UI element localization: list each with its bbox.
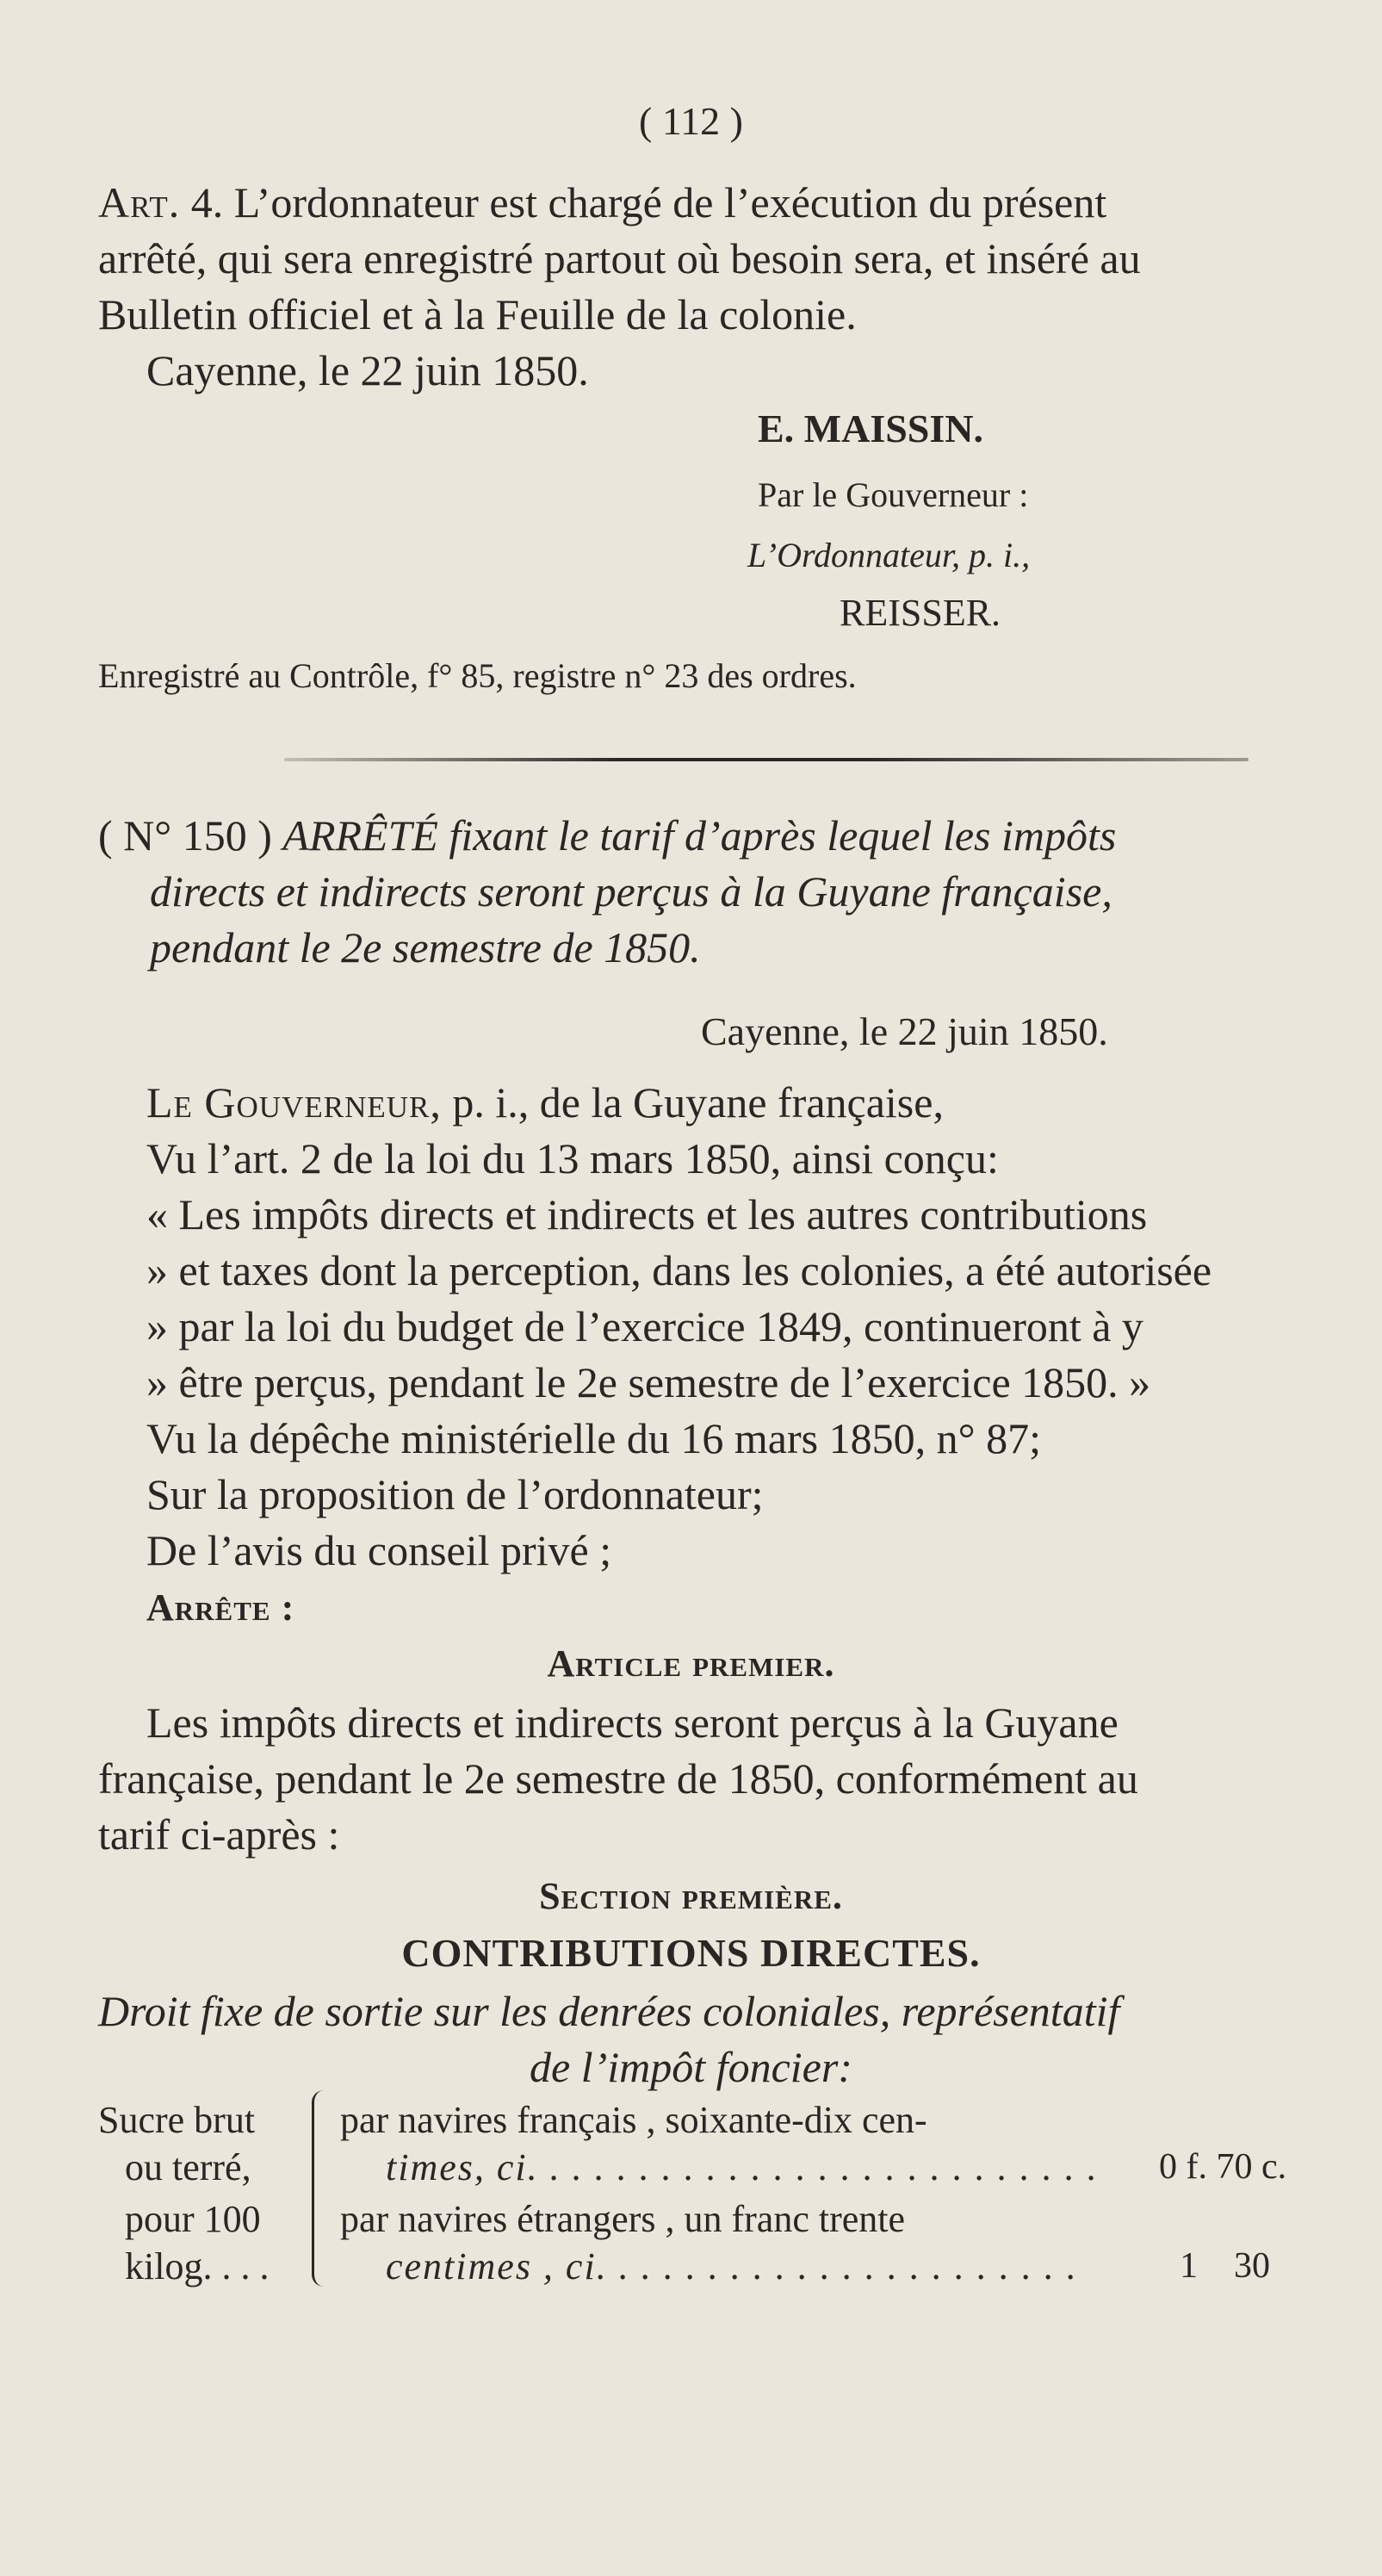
row2-value: 1 30 xyxy=(1180,2246,1270,2286)
decree-place-date: Cayenne, le 22 juin 1850. xyxy=(701,1009,1108,1053)
decree-title-line-3: pendant le 2e semestre de 1850. xyxy=(150,923,701,971)
product-line-3: pour 100 xyxy=(125,2198,261,2240)
row2-line-1: par navires étrangers , un franc trente xyxy=(340,2198,906,2240)
article-premier-heading: Article premier. xyxy=(547,1642,835,1685)
article1-line-3: tarif ci-après : xyxy=(98,1810,340,1859)
ordonnateur: L’Ordonnateur, p. i., xyxy=(747,536,1031,574)
quote-line-1: « Les impôts directs et indirects et les autres contributions xyxy=(146,1190,1148,1238)
droit-fixe-line-1: Droit fixe de sortie sur les denrées coloniales, représentatif xyxy=(98,1987,1120,2035)
article1-line-2: française, pendant le 2e semestre de 1850, conformément au xyxy=(98,1754,1138,1803)
droit-fixe-line-2: de l’impôt foncier: xyxy=(530,2043,852,2091)
decree-title-line-2: directs et indirects seront perçus à la Guyane française, xyxy=(150,867,1112,916)
table-brace xyxy=(312,2090,330,2287)
signatory: E. MAISSIN. xyxy=(758,407,984,450)
row1-line-1: par navires français , soixante-dix cen- xyxy=(340,2099,927,2141)
art4-line-3: Bulletin officiel et à la Feuille de la colonie. xyxy=(98,290,857,338)
row1-line-2: times, ci. . . . . . . . . . . . . . . . . . . . . . . . . . xyxy=(386,2146,1099,2188)
art4-line-1 xyxy=(98,178,1107,227)
product-line-4: kilog. . . . xyxy=(125,2245,270,2287)
gouverneur-rest: p. i., de la Guyane française, xyxy=(452,1078,944,1127)
arrete-heading: Arrête : xyxy=(146,1586,295,1629)
article1-line-1: Les impôts directs et indirects seront perçus à la Guyane xyxy=(146,1698,1119,1747)
sur-proposition: Sur la proposition de l’ordonnateur; xyxy=(146,1470,764,1518)
product-line-1: Sucre brut xyxy=(98,2099,256,2141)
registry-note: Enregistré au Contrôle, f° 85, registre n° 23 des ordres. xyxy=(98,656,857,695)
art4-label: Art. xyxy=(98,178,181,227)
avis-conseil: De l’avis du conseil privé ; xyxy=(146,1526,612,1574)
row1-value: 0 f. 70 c. xyxy=(1159,2147,1287,2187)
vu-art: Vu l’art. 2 de la loi du 13 mars 1850, ainsi conçu: xyxy=(146,1134,999,1182)
contributions-directes-heading: CONTRIBUTIONS DIRECTES. xyxy=(401,1931,981,1975)
quote-line-2: » et taxes dont la perception, dans les colonies, a été autorisée xyxy=(146,1246,1212,1294)
art4-text-1: 4. L’ordonnateur est chargé de l’exécution du présent xyxy=(190,178,1107,227)
section-heading: Section première. xyxy=(539,1875,843,1917)
par-le-gouverneur: Par le Gouverneur : xyxy=(758,475,1029,514)
quote-line-3: » par la loi du budget de l’exercice 1849, continueront à y xyxy=(146,1302,1143,1350)
row2-line-2: centimes , ci. . . . . . . . . . . . . . . . . . . . . . xyxy=(386,2245,1078,2287)
closing-place-date: Cayenne, le 22 juin 1850. xyxy=(146,346,589,394)
quote-line-4: » être perçus, pendant le 2e semestre de l’exercice 1850. » xyxy=(146,1358,1151,1406)
art4-line-2: arrêté, qui sera enregistré partout où besoin sera, et inséré au xyxy=(98,234,1141,282)
gouverneur-label: Le Gouverneur, xyxy=(146,1078,442,1127)
decree-title-1: ARRÊTÉ fixant le tarif d’après lequel les impôts xyxy=(282,811,1117,860)
decree-number: ( N° 150 ) xyxy=(98,811,272,860)
decree-title-line-1 xyxy=(98,811,1117,860)
vu-depeche: Vu la dépêche ministérielle du 16 mars 1850, n° 87; xyxy=(146,1414,1041,1462)
page-number: ( 112 ) xyxy=(639,99,743,143)
preamble-gouverneur xyxy=(146,1078,944,1127)
countersign: REISSER. xyxy=(840,592,1001,634)
product-line-2: ou terré, xyxy=(125,2146,251,2188)
separator-rule xyxy=(284,758,1249,761)
